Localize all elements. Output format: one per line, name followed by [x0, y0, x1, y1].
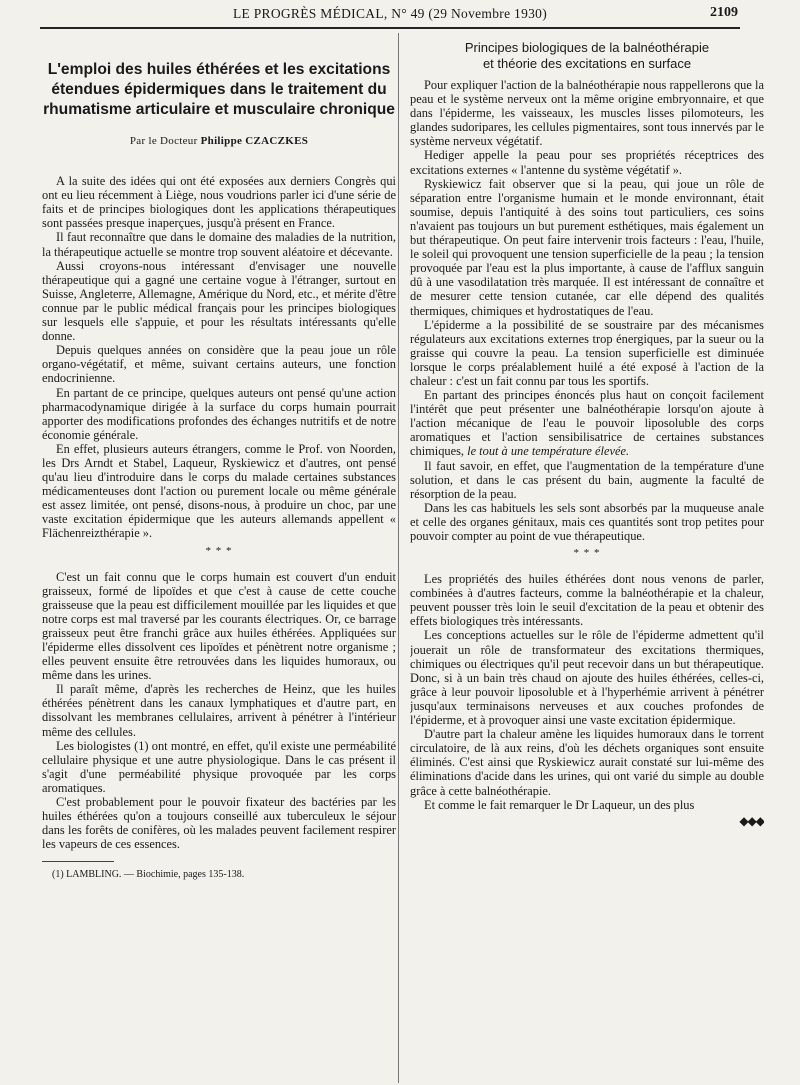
- author-line: [42, 134, 396, 148]
- paragraph: D'autre part la chaleur amène les liquides humoraux dans le torrent circulatoire, de là aux reins, d'où les déchets organiques sont ensuite éliminés. C'est ainsi que Ryskiewicz aurait constaté sur lui-même des éliminations d'acide dans les urines, qui ont varié du simple au double grâce à cette balnéothérapie.: [410, 727, 764, 798]
- paragraph: [410, 388, 764, 458]
- paragraph: L'épiderme a la possibilité de se soustraire par des mécanismes régulateurs aux excitations externes trop énergiques, par la sueur ou la graisse qui couvre la peau. La tension superficielle est diminuée lorsque le corps préalablement huilé a été exposé à l'action de la chaleur : c'est un fait connu par tous les sportifs.: [410, 317, 764, 388]
- page-number: 2109: [710, 5, 738, 20]
- author-prefix: Par le Docteur: [129, 135, 198, 147]
- paragraph: Il faut reconnaître que dans le domaine des maladies de la nutrition, la thérapeutique actuelle se montre trop souvent aléatoire et décevante.: [42, 230, 396, 259]
- paragraph: Et comme le fait remarquer le Dr Laqueur, un des plus: [424, 797, 695, 812]
- section-separator: * * *: [205, 544, 233, 557]
- paragraph: En partant de ce principe, quelques auteurs ont pensé qu'une action pharmacodynamique dirigée à la surface du corps humain pourrait apporter des modifications profondes des échanges nutritifs et de notre économie générale.: [42, 385, 396, 442]
- footnote: (1) LAMBLING. — Biochimie, pages 135-138.: [52, 869, 245, 881]
- paragraph: Il paraît même, d'après les recherches de Heinz, que les huiles éthérées pénètrent dans les canaux lymphatiques et d'autre part, en dissolvant les membranes cellulaires, arrivent à pénétrer à l'intérieur même des cellules.: [42, 682, 396, 739]
- paragraph: Il faut savoir, en effet, que l'augmentation de la température d'une solution, et dans le cas présent du bain, augmente la faculté de résorption de la peau.: [410, 458, 764, 501]
- author-name: Philippe CZACZKES: [200, 135, 309, 147]
- article-title: L'emploi des huiles éthérées et les excitations étendues épidermiques dans le traitement du rhumatisme articulaire et musculaire chronique: [43, 61, 395, 118]
- section-title: [410, 40, 764, 72]
- paragraph: C'est un fait connu que le corps humain est couvert d'un enduit graisseux, formé de lipoïdes et que c'est à cause de cette couche graisseuse que la peau est difficilement mouillée par les liquides et que notre corps est mal traversé par les courants électriques. Or, ce barrage graisseux peut être franchi grâce aux huiles éthérées. Appliquées sur l'épiderme elles dissolvent ces lipoïdes et pénètrent notre organisme ; elles peuvent ensuite être retrouvées dans les liquides humoraux, ou même dans les urines.: [42, 569, 396, 683]
- paragraph: Les biologistes (1) ont montré, en effet, qu'il existe une perméabilité cellulaire physique et une autre physiologique. Dans le cas présent il s'agit d'une perméabilité physique provoquée par les corps aromatiques.: [42, 738, 396, 795]
- section-title-line-1: Principes biologiques de la balnéothérapie: [464, 40, 710, 55]
- running-header: [40, 5, 740, 25]
- header-rule: [40, 27, 740, 29]
- paragraph: Hediger appelle la peau pour ses propriétés réceptrices des excitations externes « l'antenne du système végétatif ».: [410, 148, 764, 177]
- paragraph: Dans les cas habituels les sels sont absorbés par la muqueuse anale et celle des organes génitaux, mais ces quantités sont trop petites pour pouvoir compter au point de vue thérapeutique.: [410, 500, 764, 543]
- continuation-mark: ◆◆◆: [739, 813, 764, 828]
- paragraph: Les conceptions actuelles sur le rôle de l'épiderme admettent qu'il jouerait un rôle de transformateur des excitations thermiques, chimiques ou électriques qu'il peut recevoir dans un but thérapeutique. Donc, si à un bain très chaud on ajoute des huiles éthérées, celles-ci, grâce à leur pouvoir liposoluble et à l'hyperhémie arrivent à pénétrer jusqu'aux terminaisons nerveuses et aux couches profondes de l'épiderme, et à provoquer ainsi une vaste excitation épidermique.: [410, 628, 764, 728]
- paragraph: Ryskiewicz fait observer que si la peau, qui joue un rôle de séparation entre l'organisme humain et le monde environnant, était soumise, depuis l'antiquité à des soins tout particuliers, ces soins n'avaient pas toujours un but purement esthétiques, mais également un but thérapeutique. On peut faire intervenir trois facteurs : l'eau, l'huile, le soleil qui provoquent une tension superficielle de la peau ; la tension provoquée par l'eau est la plus importante, à cause de l'afflux sanguin dû à une vasodilatation très marquée. Il est intéressant de connaître et de mesurer cette tension cutanée, car elle dépend des qualités thermiques, chimiques et hydrostatiques de l'eau.: [410, 176, 764, 318]
- running-title: LE PROGRÈS MÉDICAL, N° 49 (29 Novembre 1930): [232, 6, 548, 21]
- paragraph: Pour expliquer l'action de la balnéothérapie nous rappellerons que la peau et le système nerveux ont la même origine embryonnaire, et que dans l'épiderme, les vaisseaux, les muscles lisses pilomoteurs, les glandes sudoripares, les cellules pigmentaires, sont tous innervés par le système nerveux végétatif.: [410, 78, 764, 149]
- footnote-rule: [42, 861, 114, 862]
- paragraph-italic: le tout à une température élevée.: [467, 444, 630, 459]
- paragraph: En effet, plusieurs auteurs étrangers, comme le Prof. von Noorden, les Drs Arndt et Stabel, Laqueur, Ryskiewicz et d'autres, ont pensé qu'au lieu d'introduire dans le corps du malade certaines substances médicamenteuses dont l'action ou purement locale ou même générale est assez limitée, ont pensé, disons-nous, à produire un choc, par une vaste excitation épidermique que les auteurs allemands appellent « Flächenreizthérapie ».: [42, 441, 396, 541]
- paragraph-text: En partant des principes énoncés plus haut on conçoit facilement l'intérêt que peut présenter une balnéothérapie lorsqu'on ajoute à l'action mécanique de l'eau le pouvoir liposoluble des corps aromatiques et l'action sensibilisatrice de certaines substances chimiques,: [410, 388, 764, 459]
- paragraph: C'est probablement pour le pouvoir fixateur des bactéries par les huiles éthérées qu'on a toujours conseillé aux tuberculeux le séjour dans les forêts de conifères, où les malades peuvent facilement respirer les vapeurs de ces essences.: [42, 795, 396, 852]
- right-column: [410, 36, 764, 1076]
- paragraph: Depuis quelques années on considère que la peau joue un rôle organo-végétatif, et même, suivant certains auteurs, une fonction endocrinienne.: [42, 343, 396, 386]
- section-title-line-2: et théorie des excitations en surface: [482, 56, 692, 71]
- column-divider: [398, 33, 399, 1083]
- paragraph: A la suite des idées qui ont été exposées aux derniers Congrès qui ont eu lieu récemment à Liège, nous voudrions parler ici d'une série de faits et de principes biologiques dont les applications thérapeutiques sont passées presque inaperçues, jusqu'à présent en France.: [42, 174, 396, 231]
- paragraph: Les propriétés des huiles éthérées dont nous venons de parler, combinées à d'autres facteurs, comme la balnéothérapie et la chaleur, peuvent pousser très loin le seuil d'excitation de la peau et obtenir des effets biologiques très intéressants.: [410, 572, 764, 629]
- section-separator: * * *: [573, 547, 601, 560]
- paragraph: Aussi croyons-nous intéressant d'envisager une nouvelle thérapeutique qui a gagné une certaine vogue à l'étranger, surtout en Suisse, Angleterre, Allemagne, Amérique du Nord, etc., et mérite d'être connue par le public médical français pour les principes biologiques sur lesquels elle s'appuie, et pour les résultats intéressants qu'elle donne.: [42, 258, 396, 344]
- left-column: [42, 36, 396, 1076]
